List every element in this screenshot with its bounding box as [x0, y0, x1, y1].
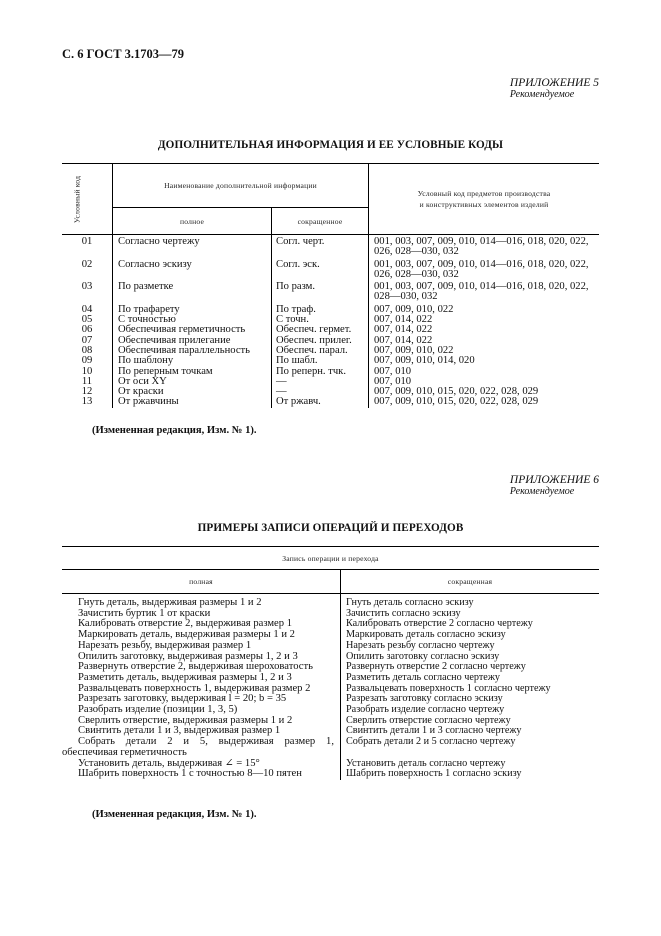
cell-full: Сверлить отверстие, выдерживая размеры 1 и 2: [62, 716, 341, 727]
cell-refs: 007, 014, 022: [374, 324, 433, 336]
cell-code: 07: [62, 336, 113, 346]
cell-short: От ржавч.: [272, 397, 369, 407]
appendix-subtitle: Рекомендуемое: [509, 486, 575, 497]
cell-full: Зачистить буртик 1 от краски: [62, 609, 341, 620]
cell-refs: 007, 009, 010, 022: [374, 303, 454, 315]
cell-full: Обеспечивая герметичность: [113, 325, 272, 335]
cell-short: По шабл.: [272, 356, 369, 366]
cell-full: Собрать детали 2 и 5, выдерживая размер 1, обеспечивая герметичность: [62, 737, 341, 758]
cell-refs: 007, 014, 022: [374, 334, 433, 346]
table-row: [62, 258, 599, 281]
cell-short: По траф.: [272, 303, 369, 315]
operations-examples-table: [62, 546, 599, 780]
cell-full: Опилить заготовку, выдерживая размеры 1, 2 и 3: [62, 652, 341, 663]
cell-refs: 007, 010: [374, 365, 412, 377]
cell-short: Гнуть деталь согласно эскизу: [346, 597, 474, 608]
column-header-short: сокращенное: [272, 208, 369, 235]
cell-refs: 007, 014, 022: [374, 314, 433, 326]
cell-refs: 001, 003, 007, 009, 010, 014—016, 018, 020, 022, 026, 028—030, 032: [374, 258, 589, 280]
cell-code: 13: [62, 397, 113, 407]
column-header-full: полное: [113, 208, 272, 235]
cell-full: По разметке: [113, 280, 272, 303]
cell-short: Опилить заготовку согласно эскизу: [346, 650, 500, 662]
cell-code: 02: [62, 258, 113, 281]
appendix-title: ПРИЛОЖЕНИЕ 5: [509, 77, 599, 89]
table-row: [62, 397, 599, 407]
cell-code: 11: [62, 377, 113, 387]
column-header-full: полная: [62, 570, 341, 594]
column-header-short: сокращенная: [341, 570, 600, 594]
cell-full: Установить деталь, выдерживая ∠ = 15°: [62, 759, 341, 770]
table-row: [62, 235, 599, 258]
cell-short: Обеспеч. гермет.: [272, 325, 369, 335]
table-row: [62, 769, 599, 780]
cell-code: 10: [62, 367, 113, 377]
cell-full: По шаблону: [113, 356, 272, 366]
cell-full: Шабрить поверхность 1 с точностью 8—10 пятен: [62, 769, 341, 780]
cell-full: Нарезать резьбу, выдерживая размер 1: [62, 641, 341, 652]
cell-refs: 007, 009, 010, 015, 020, 022, 028, 029: [374, 396, 539, 408]
cell-short: Разметить деталь согласно чертежу: [346, 671, 500, 683]
cell-short: Нарезать резьбу согласно чертежу: [346, 639, 495, 651]
cell-full: Разобрать изделие (позиции 1, 3, 5): [62, 705, 341, 716]
cell-code: 08: [62, 346, 113, 356]
cell-full: Гнуть деталь, выдерживая размеры 1 и 2: [62, 594, 341, 609]
cell-code: 04: [62, 303, 113, 315]
cell-full: Согласно чертежу: [113, 235, 272, 258]
cell-short: Согл. черт.: [272, 235, 369, 258]
appendix-subtitle: Рекомендуемое: [509, 89, 575, 100]
cell-full: От краски: [113, 387, 272, 397]
cell-refs: 007, 009, 010, 014, 020: [374, 355, 475, 367]
cell-full: С точностью: [113, 315, 272, 325]
cell-short: Разрезать заготовку согласно эскизу: [346, 693, 503, 705]
cell-refs: 007, 009, 010, 022: [374, 344, 454, 356]
cell-full: От оси XY: [113, 377, 272, 387]
cell-short: Собрать детали 2 и 5 согласно чертежу: [346, 736, 516, 748]
cell-short: По реперн. тчк.: [272, 367, 369, 377]
page-header: С. 6 ГОСТ 3.1703—79: [62, 47, 185, 61]
cell-full: Свинтить детали 1 и 3, выдерживая размер 1: [62, 726, 341, 737]
table-row: [62, 280, 599, 303]
cell-short: Развальцевать поверхность 1 согласно чертежу: [346, 682, 551, 694]
section-title: ПРИМЕРЫ ЗАПИСИ ОПЕРАЦИЙ И ПЕРЕХОДОВ: [197, 522, 464, 534]
additional-info-codes-table: [62, 163, 599, 408]
cell-code: 05: [62, 315, 113, 325]
cell-short: С точн.: [272, 315, 369, 325]
cell-short: Обеспеч. парал.: [272, 346, 369, 356]
cell-code: 09: [62, 356, 113, 366]
cell-code: 03: [62, 280, 113, 303]
cell-code: 12: [62, 387, 113, 397]
cell-short: —: [272, 377, 369, 387]
column-header-refs: Условный код предметов производства и конструктивных элементов изделий: [369, 164, 600, 235]
cell-full: Развернуть отверстие 2, выдерживая шероховатость: [62, 662, 341, 673]
column-header-group: Запись операции и перехода: [62, 547, 599, 570]
cell-short: По разм.: [272, 280, 369, 303]
cell-refs: 007, 009, 010, 015, 020, 022, 028, 029: [374, 386, 539, 398]
cell-short: —: [272, 387, 369, 397]
cell-short: Согл. эск.: [272, 258, 369, 281]
cell-full: Разрезать заготовку, выдерживая l = 20; b = 35: [62, 694, 341, 705]
table-row: [62, 737, 599, 758]
cell-full: От ржавчины: [113, 397, 272, 407]
cell-full: Согласно эскизу: [113, 258, 272, 281]
cell-short: Сверлить отверстие согласно чертежу: [346, 714, 511, 726]
cell-short: Обеспеч. прилег.: [272, 336, 369, 346]
table-row: [62, 594, 599, 609]
revision-note: (Измененная редакция, Изм. № 1).: [92, 809, 257, 820]
cell-full: Развальцевать поверхность 1, выдерживая размер 2: [62, 684, 341, 695]
cell-short: Калибровать отверстие 2 согласно чертежу: [346, 618, 533, 630]
cell-full: Калибровать отверстие 2, выдерживая размер 1: [62, 619, 341, 630]
table-row: [62, 641, 599, 652]
appendix-title: ПРИЛОЖЕНИЕ 6: [509, 474, 599, 486]
cell-full: Обеспечивая параллельность: [113, 346, 272, 356]
cell-full: По реперным точкам: [113, 367, 272, 377]
cell-full: Обеспечивая прилегание: [113, 336, 272, 346]
cell-short: Свинтить детали 1 и 3 согласно чертежу: [346, 725, 522, 737]
cell-short: Шабрить поверхность 1 согласно эскизу: [346, 768, 522, 780]
cell-refs: 001, 003, 007, 009, 010, 014—016, 018, 020, 022, 028—030, 032: [374, 281, 589, 303]
cell-short: Развернуть отверстие 2 согласно чертежу: [346, 661, 526, 673]
cell-refs: 001, 003, 007, 009, 010, 014—016, 018, 020, 022, 026, 028—030, 032: [374, 236, 589, 258]
cell-code: 06: [62, 325, 113, 335]
section-title: ДОПОЛНИТЕЛЬНАЯ ИНФОРМАЦИЯ И ЕЕ УСЛОВНЫЕ КОДЫ: [157, 139, 504, 151]
cell-full: Маркировать деталь, выдерживая размеры 1 и 2: [62, 630, 341, 641]
cell-full: По трафарету: [113, 303, 272, 315]
cell-short: Маркировать деталь согласно эскизу: [346, 629, 506, 641]
cell-short: Разобрать изделие согласно чертежу: [346, 704, 505, 716]
revision-note: (Измененная редакция, Изм. № 1).: [92, 425, 257, 436]
column-header-name-group: Наименование дополнительной информации: [113, 164, 369, 208]
cell-code: 01: [62, 235, 113, 258]
cell-refs: 007, 010: [374, 375, 412, 387]
appendix-6-label: [510, 474, 599, 498]
appendix-5-label: [510, 77, 599, 101]
cell-full: Разметить деталь, выдерживая размеры 1, 2 и 3: [62, 673, 341, 684]
column-header-code: Условный код: [62, 164, 113, 235]
cell-short: Зачистить согласно эскизу: [346, 607, 461, 619]
cell-short: Установить деталь согласно чертежу: [346, 757, 506, 769]
